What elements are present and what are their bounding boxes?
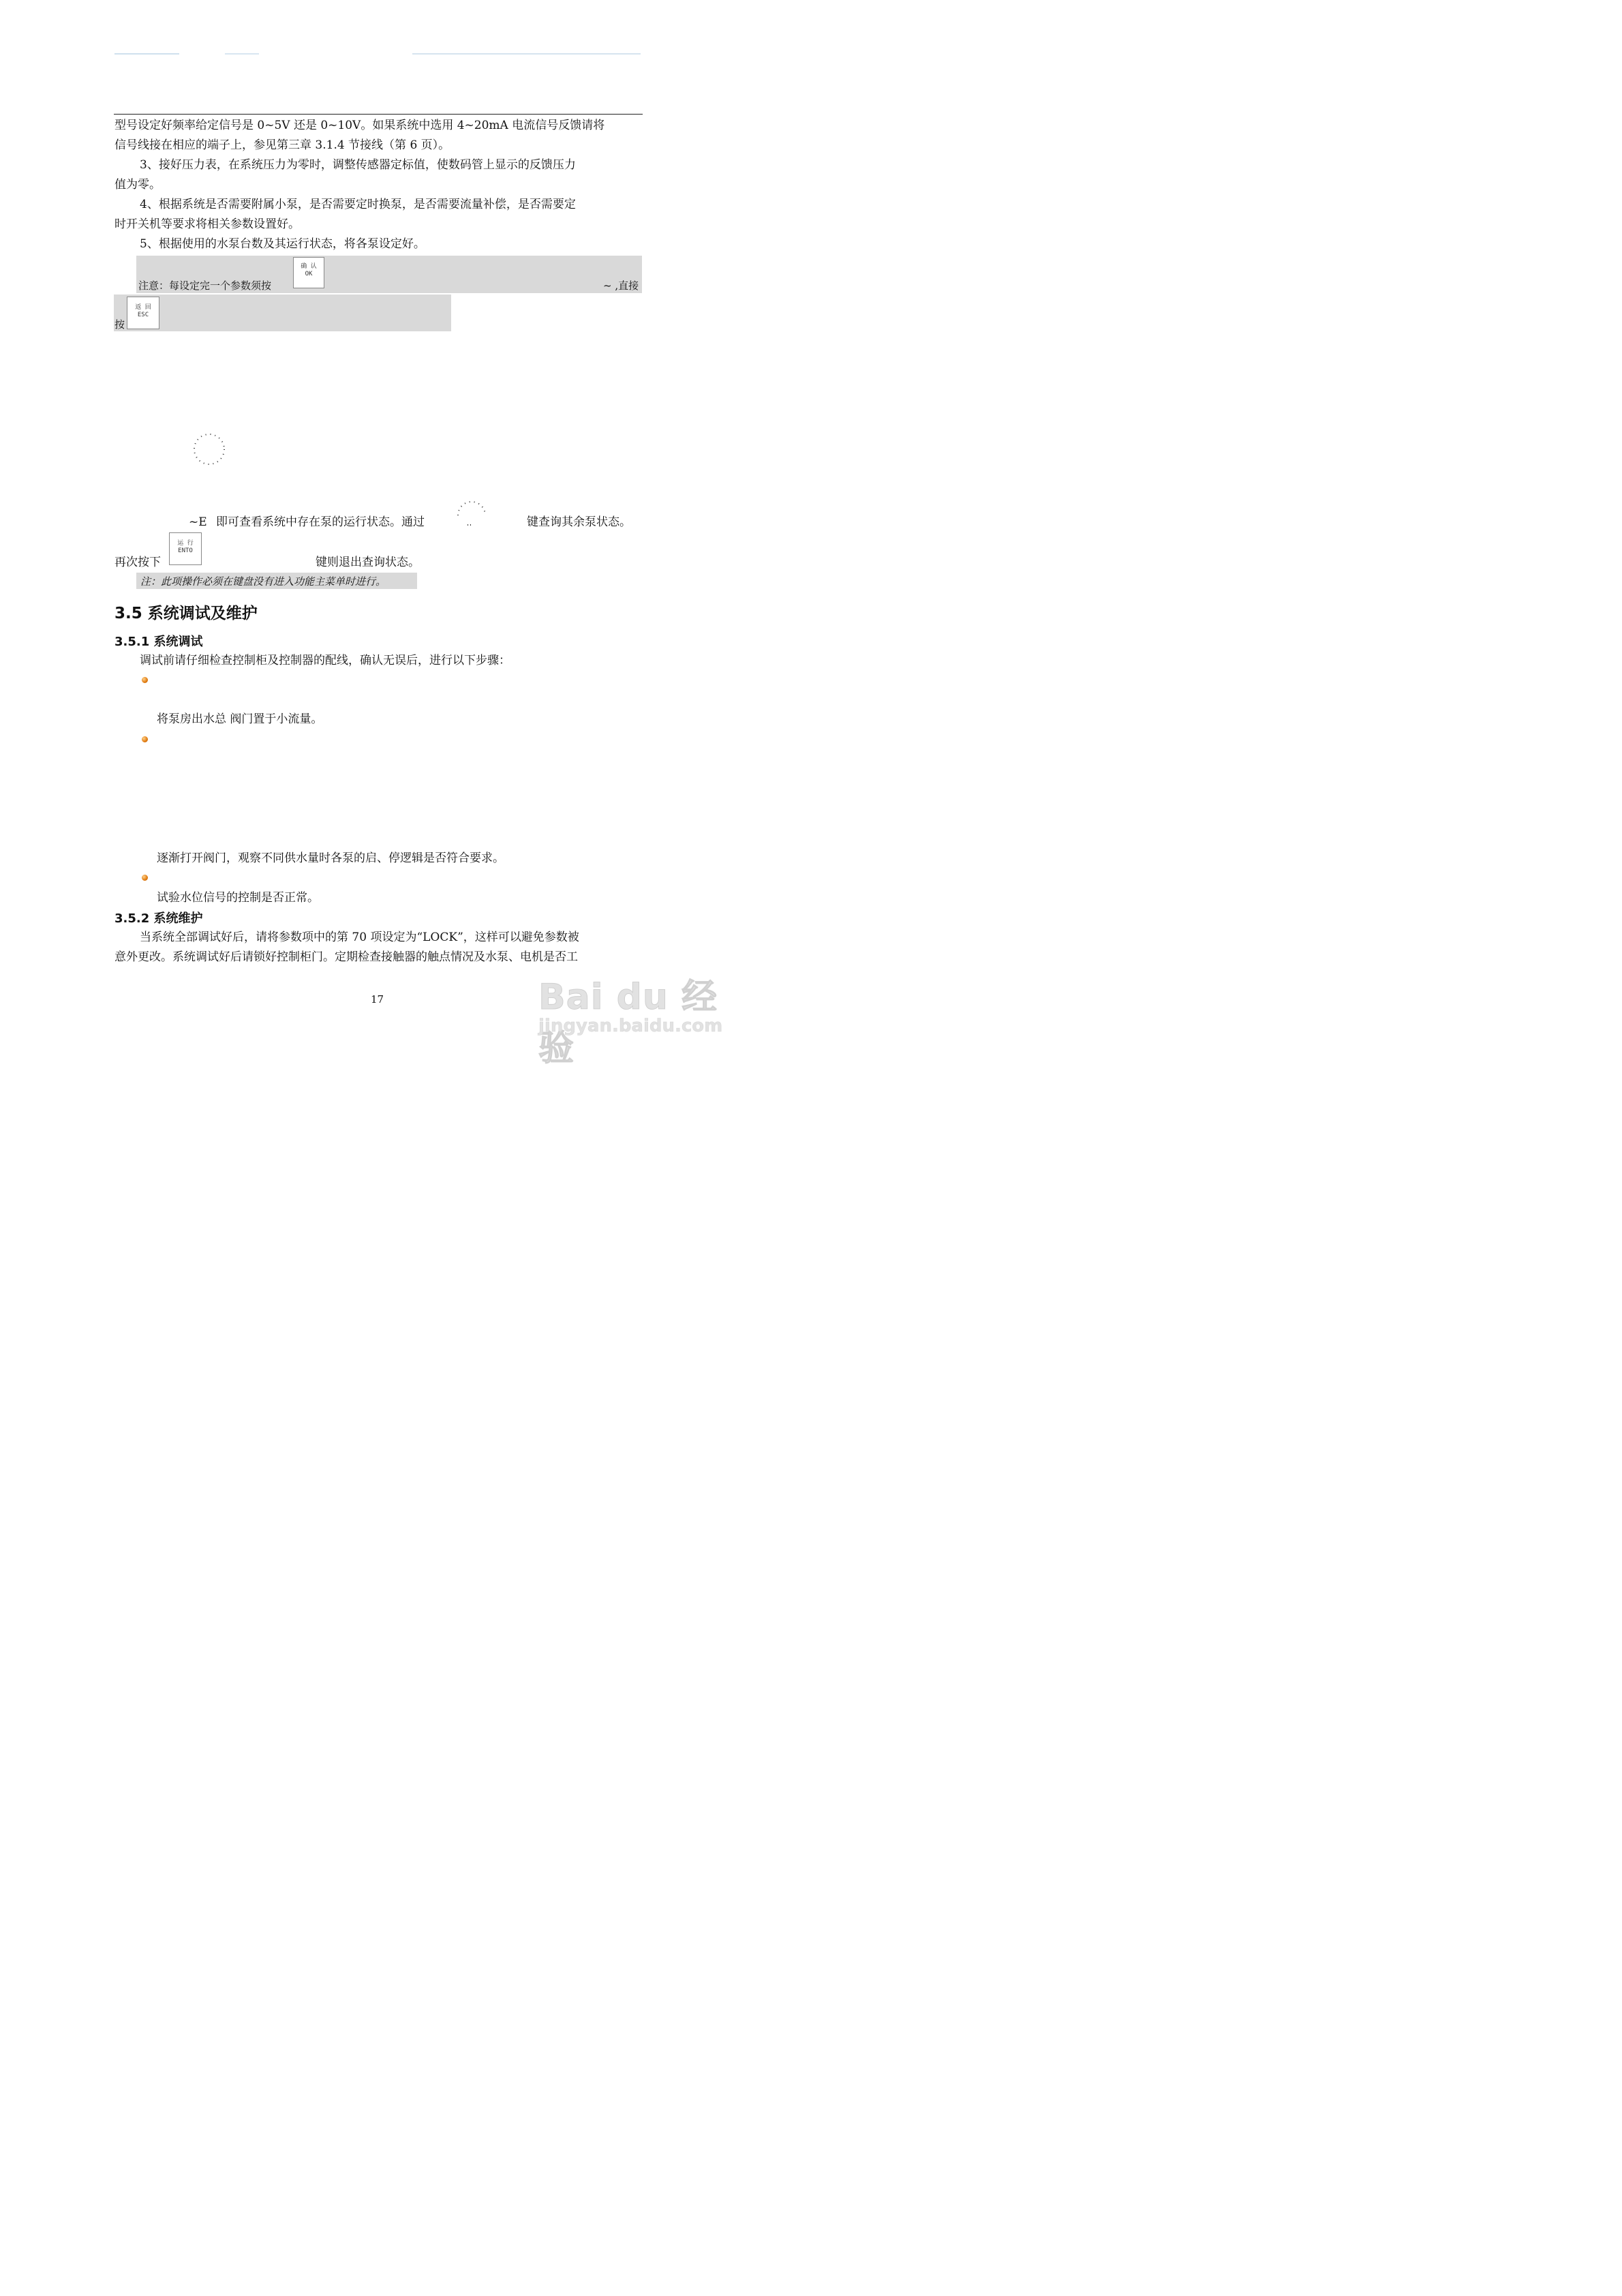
paragraph-line: 意外更改。系统调试好后请锁好控制柜门。定期检查接触器的触点情况及水泵、电机是否工 [114,950,578,964]
paragraph-line: 5、根据使用的水泵台数及其运行状态，将各泵设定好。 [140,237,425,251]
header-decoration [114,53,179,55]
key-label: 返 回 [135,304,151,311]
paragraph-line: 时开关机等要求将相关参数设置好。 [114,217,300,231]
note-highlight [114,294,451,331]
subsection-title: 3.5.1 系统调试 [114,635,203,649]
header-decoration [225,53,259,55]
paragraph-line: 4、根据系统是否需要附属小泵，是否需要定时换泵，是否需要流量补偿，是否需要定 [140,198,576,211]
header-rule [114,114,643,115]
query-text: 再次按下 [114,556,161,569]
key-label: 确 认 [301,263,317,270]
intro-text: 调试前请仔细检查控制柜及控制器的配线，确认无误后，进行以下步骤： [140,654,510,667]
ok-key-icon [293,257,324,288]
query-text: 键则退出查询状态。 [316,556,420,569]
subsection-title: 3.5.2 系统维护 [114,911,203,926]
bullet-text: 将泵房出水总 阀门置于小流量。 [157,712,323,726]
paragraph-line: 信号线接在相应的端子上，参见第三章 3.1.4 节接线（第 6 页）。 [114,138,450,152]
key-label: 运 行 [177,540,194,547]
page-number: 17 [371,993,384,1006]
key-label: ENTO [178,547,193,554]
section-title: 3.5 系统调试及维护 [114,605,258,622]
enter-key-icon [169,532,202,565]
paragraph-line: 3、接好压力表，在系统压力为零时，调整传感器定标值，使数码管上显示的反馈压力 [140,158,576,172]
query-text: 即可查看系统中存在泵的运行状态。通过 [216,515,425,529]
watermark-url: jingyan.baidu.com [538,1016,723,1036]
bullet-icon [142,677,148,683]
note-text: ~ ,直接 [603,280,639,292]
baidu-watermark-logo: Bai du 经验 [538,977,718,1069]
bullet-text: 试验水位信号的控制是否正常。 [157,891,319,905]
paragraph-line: 值为零。 [114,178,161,192]
esc-key-icon [127,297,159,329]
dotted-arrow-icon [453,492,491,528]
query-text: ~E [189,515,207,529]
italic-note: 注：此项操作必须在键盘没有进入功能主菜单时进行。 [140,575,386,588]
bullet-icon [142,736,148,742]
bullet-icon [142,875,148,881]
header-decoration [412,53,641,55]
note-text: 注意：每设定完一个参数须按 [138,280,272,292]
key-label: OK [305,271,313,277]
dotted-circle-icon [191,429,229,469]
note-text: 按 [114,318,125,331]
paragraph-line: 型号设定好频率给定信号是 0~5V 还是 0~10V。如果系统中选用 4~20mA 电流信号反馈请将 [114,119,605,132]
query-text: 键查询其余泵状态。 [527,515,631,529]
key-label: ESC [137,312,149,318]
bullet-text: 逐渐打开阀门，观察不同供水量时各泵的启、停逻辑是否符合要求。 [157,851,504,865]
paragraph-line: 当系统全部调试好后，请将参数项中的第 70 项设定为“LOCK”，这样可以避免参数被 [140,931,579,944]
